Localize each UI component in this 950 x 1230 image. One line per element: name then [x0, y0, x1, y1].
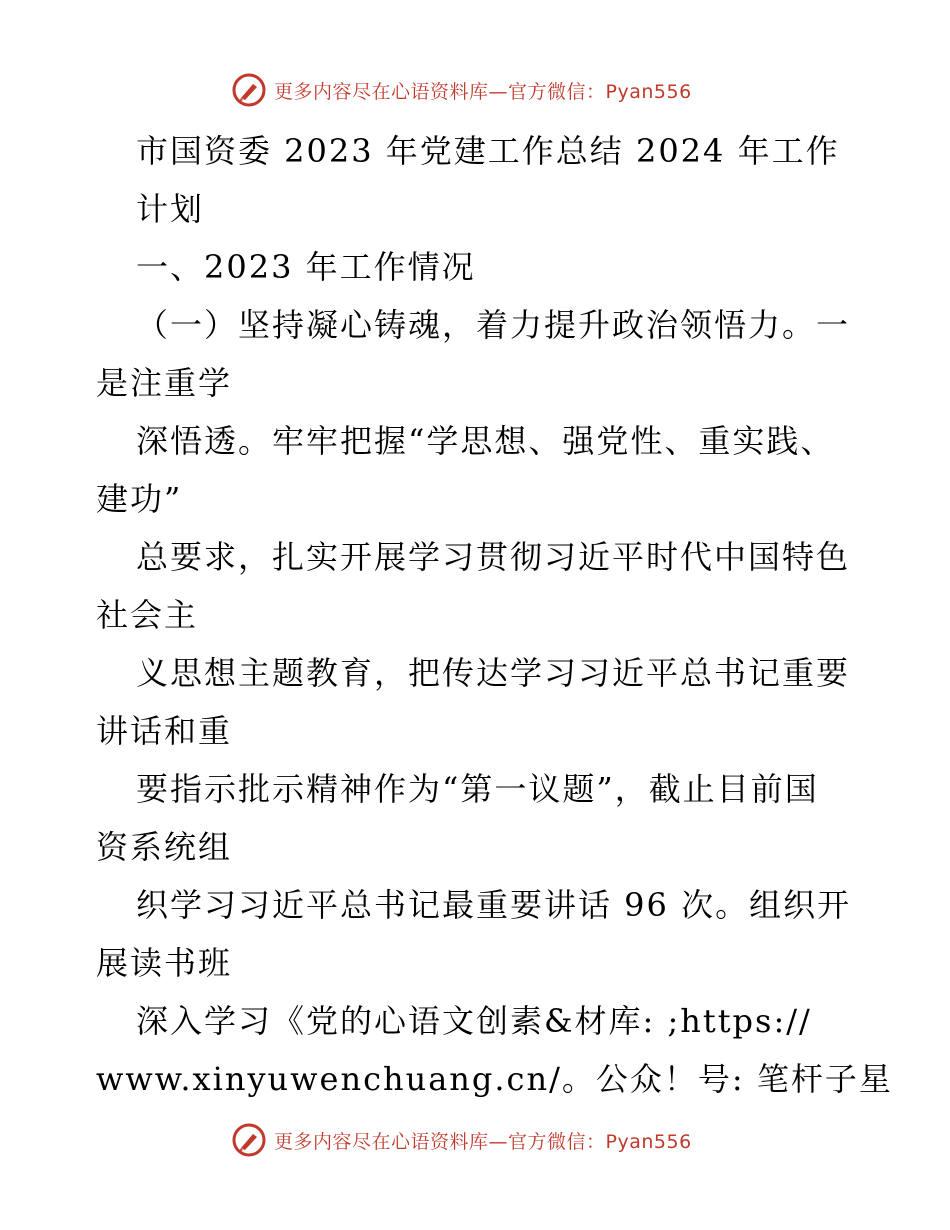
- paragraph-line: 总要求，扎实开展学习贯彻习近平时代中国特色: [136, 538, 851, 576]
- title-line-1: 市国资委 2023 年党建工作总结 2024 年工作: [136, 132, 840, 170]
- section-heading: 一、2023 年工作情况: [136, 248, 476, 286]
- pen-circle-logo-icon: [232, 1123, 266, 1157]
- paragraph-line: 深悟透。牢牢把握“学思想、强党性、重实践、: [136, 422, 835, 460]
- paragraph-line: 深入学习《党的心语文创素&材库: ;https://: [136, 1002, 812, 1040]
- document-body: [96, 122, 893, 1108]
- pen-circle-logo-icon: [232, 73, 266, 107]
- paragraph-line: 织学习习近平总书记最重要讲话 96 次。组织开: [136, 886, 852, 924]
- paragraph-line: 社会主: [96, 596, 199, 634]
- title-line-2: 计划: [136, 190, 205, 228]
- paragraph-line: 是注重学: [96, 364, 233, 402]
- paragraph-line: 建功”: [96, 480, 183, 518]
- paragraph-line: 资系统组: [96, 828, 233, 866]
- paragraph-line: （一）坚持凝心铸魂，着力提升政治领悟力。一: [136, 306, 851, 344]
- paragraph-line: 义思想主题教育，把传达学习习近平总书记重要: [136, 654, 851, 692]
- paragraph-line: www.xinyuwenchuang.cn/。公众！号: 笔杆子星: [96, 1060, 893, 1098]
- paragraph-line: 讲话和重: [96, 712, 233, 750]
- watermark-text: 更多内容尽在心语资料库—官方微信：Pyan556: [274, 1130, 692, 1153]
- footer-watermark: [232, 1120, 752, 1160]
- header-watermark: [232, 70, 752, 110]
- paragraph-line: 要指示批示精神作为“第一议题”，截止目前国: [136, 770, 819, 808]
- paragraph-line: 展读书班: [96, 944, 233, 982]
- watermark-text: 更多内容尽在心语资料库—官方微信：Pyan556: [274, 80, 692, 103]
